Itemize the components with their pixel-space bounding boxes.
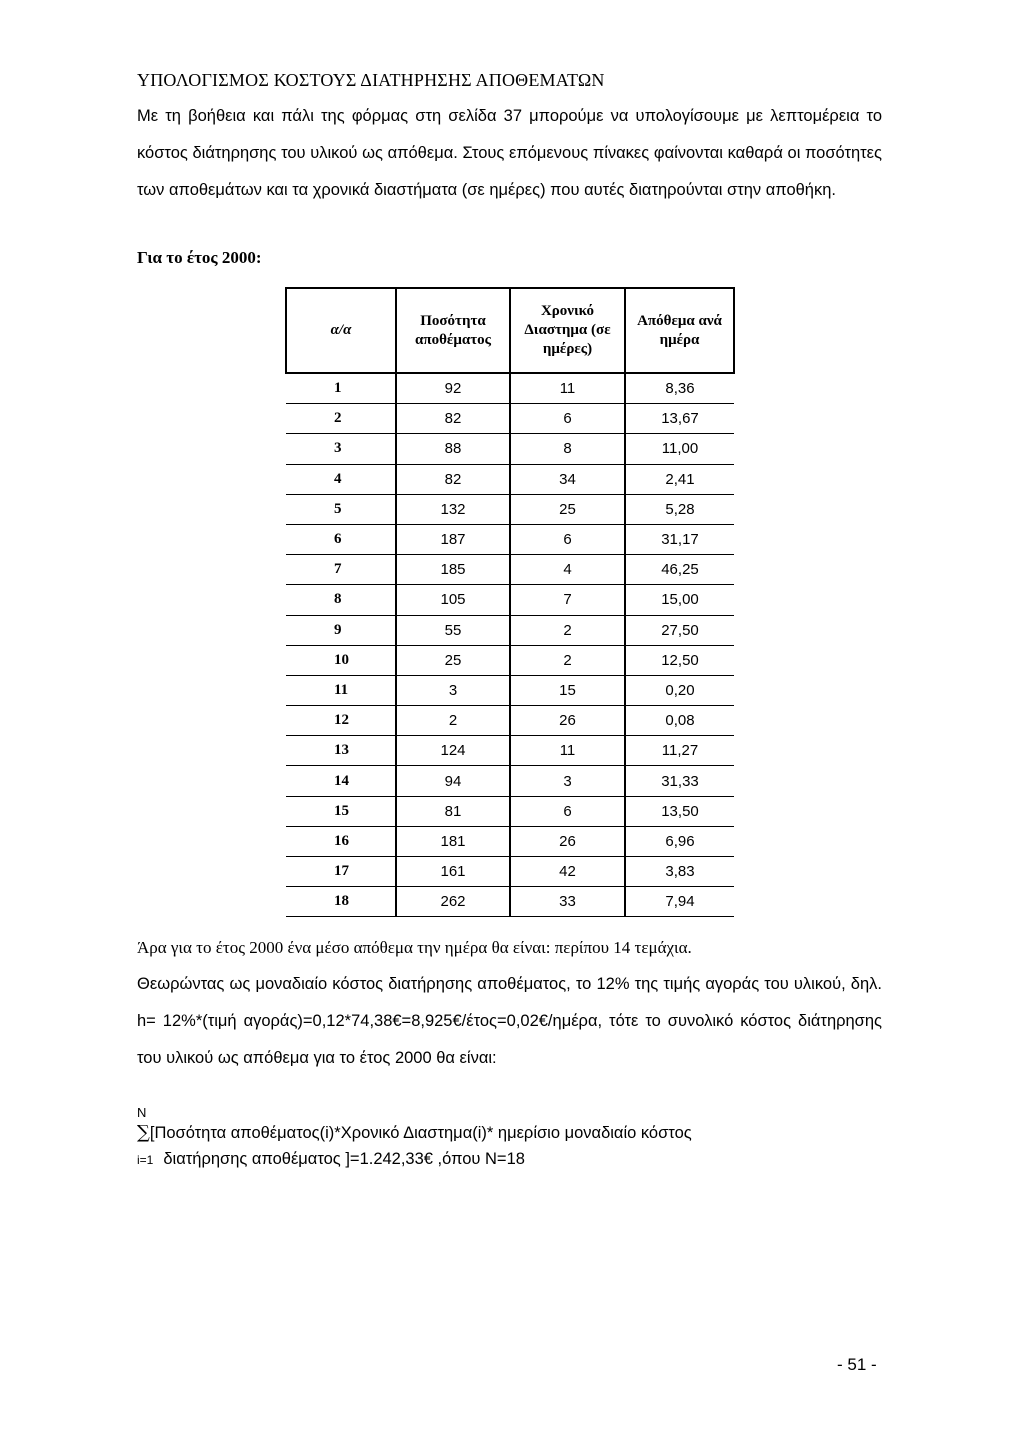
row-quantity: 105 (396, 585, 510, 615)
row-index: 17 (286, 857, 396, 887)
row-avg: 2,41 (625, 464, 734, 494)
row-avg: 0,08 (625, 706, 734, 736)
table-header-row (286, 288, 734, 373)
row-quantity: 181 (396, 826, 510, 856)
row-days: 11 (510, 736, 625, 766)
row-days: 8 (510, 434, 625, 464)
row-avg: 27,50 (625, 615, 734, 645)
row-index: 16 (286, 826, 396, 856)
table-row (286, 675, 734, 705)
table-row (286, 826, 734, 856)
table-row (286, 857, 734, 887)
row-avg: 11,00 (625, 434, 734, 464)
row-days: 6 (510, 524, 625, 554)
row-avg: 13,67 (625, 404, 734, 434)
row-index: 13 (286, 736, 396, 766)
row-quantity: 187 (396, 524, 510, 554)
formula-text-2: διατήρησης αποθέματος ]=1.242,33€ ,όπου Ν=18 (163, 1150, 525, 1168)
row-days: 15 (510, 675, 625, 705)
row-index: 8 (286, 585, 396, 615)
table-row (286, 464, 734, 494)
row-days: 7 (510, 585, 625, 615)
page-number: - 51 - (837, 1355, 877, 1374)
row-days: 33 (510, 887, 625, 917)
header-quantity: Ποσότητα αποθέματος (396, 288, 510, 373)
stock-table (285, 287, 735, 917)
page-heading: ΥΠΟΛΟΓΙΣΜΟΣ ΚΟΣΤΟΥΣ ΔΙΑΤΗΡΗΣΗΣ ΑΠΟΘΕΜΑΤΩΝ (137, 70, 605, 90)
row-index: 2 (286, 404, 396, 434)
header-index: α/α (286, 288, 396, 373)
row-index: 5 (286, 494, 396, 524)
row-quantity: 161 (396, 857, 510, 887)
row-quantity: 3 (396, 675, 510, 705)
row-index: 15 (286, 796, 396, 826)
row-index: 1 (286, 373, 396, 404)
row-avg: 31,33 (625, 766, 734, 796)
row-avg: 7,94 (625, 887, 734, 917)
table-row (286, 524, 734, 554)
row-days: 26 (510, 826, 625, 856)
row-index: 9 (286, 615, 396, 645)
row-avg: 12,50 (625, 645, 734, 675)
sum-lower-limit: i=1 (137, 1153, 154, 1167)
row-days: 4 (510, 555, 625, 585)
row-days: 25 (510, 494, 625, 524)
table-row (286, 373, 734, 404)
row-index: 18 (286, 887, 396, 917)
row-avg: 46,25 (625, 555, 734, 585)
table-row (286, 585, 734, 615)
table-row (286, 494, 734, 524)
intro-paragraph: Με τη βοήθεια και πάλι της φόρμας στη σελίδα 37 μπορούμε να υπολογίσουμε με λεπτομέρεια το κόστος διάτηρησης του υλικού ως απόθεμα. Στους επόμενους πίνακες φαίνονται καθαρά οι ποσότητες των αποθεμάτων και τα χρονικά διαστήματα (σε ημέρες) που αυτές διατηρούνται στην αποθήκη. (137, 107, 882, 199)
row-index: 3 (286, 434, 396, 464)
row-avg: 13,50 (625, 796, 734, 826)
row-quantity: 2 (396, 706, 510, 736)
cost-paragraph: Θεωρώντας ως μοναδιαίο κόστος διατήρησης αποθέματος, το 12% της τιμής αγοράς του υλικού, δηλ. h= 12%*(τιμή αγοράς)=0,12*74,38€=8,925€/έτος=0,02€/ημέρα, τότε το συνολικό κόστος διάτηρησης του υλικού ως απόθεμα για το έτος 2000 θα είναι: (137, 975, 882, 1067)
row-index: 7 (286, 555, 396, 585)
row-quantity: 81 (396, 796, 510, 826)
row-days: 2 (510, 645, 625, 675)
row-quantity: 88 (396, 434, 510, 464)
conclusion-text: Άρα για το έτος 2000 ένα μέσο απόθεμα την ημέρα θα είναι: περίπου 14 τεμάχια. (137, 938, 692, 957)
row-quantity: 25 (396, 645, 510, 675)
row-quantity: 82 (396, 464, 510, 494)
row-days: 6 (510, 404, 625, 434)
table-row (286, 736, 734, 766)
year-label: Για το έτος 2000: (137, 248, 262, 267)
row-avg: 3,83 (625, 857, 734, 887)
row-quantity: 124 (396, 736, 510, 766)
row-quantity: 55 (396, 615, 510, 645)
row-quantity: 132 (396, 494, 510, 524)
formula-line-1 (137, 1120, 692, 1146)
table-row (286, 404, 734, 434)
sum-upper-limit: N (137, 1105, 147, 1120)
row-days: 34 (510, 464, 625, 494)
row-avg: 8,36 (625, 373, 734, 404)
table-body (286, 373, 734, 917)
row-days: 26 (510, 706, 625, 736)
row-days: 2 (510, 615, 625, 645)
row-index: 4 (286, 464, 396, 494)
row-days: 3 (510, 766, 625, 796)
table-row (286, 796, 734, 826)
header-days: Χρονικό Διαστημα (σε ημέρες) (510, 288, 625, 373)
table-row (286, 887, 734, 917)
table-row (286, 555, 734, 585)
row-quantity: 92 (396, 373, 510, 404)
sigma-symbol: ∑ (137, 1122, 150, 1143)
formula-line-2 (137, 1146, 525, 1173)
formula-text-1: [Ποσότητα αποθέματος(i)*Χρονικό Διαστημα(i)* ημερίσιο μοναδιαίο κόστος (149, 1124, 692, 1142)
row-days: 6 (510, 796, 625, 826)
row-index: 10 (286, 645, 396, 675)
row-index: 14 (286, 766, 396, 796)
table-row (286, 615, 734, 645)
table-row (286, 706, 734, 736)
table-row (286, 434, 734, 464)
row-days: 11 (510, 373, 625, 404)
row-avg: 0,20 (625, 675, 734, 705)
row-index: 11 (286, 675, 396, 705)
header-avg: Απόθεμα ανά ημέρα (625, 288, 734, 373)
row-index: 6 (286, 524, 396, 554)
row-avg: 5,28 (625, 494, 734, 524)
row-quantity: 262 (396, 887, 510, 917)
row-avg: 6,96 (625, 826, 734, 856)
row-avg: 11,27 (625, 736, 734, 766)
table-row (286, 645, 734, 675)
row-quantity: 94 (396, 766, 510, 796)
row-avg: 31,17 (625, 524, 734, 554)
table-row (286, 766, 734, 796)
row-quantity: 185 (396, 555, 510, 585)
row-avg: 15,00 (625, 585, 734, 615)
row-quantity: 82 (396, 404, 510, 434)
row-index: 12 (286, 706, 396, 736)
row-days: 42 (510, 857, 625, 887)
